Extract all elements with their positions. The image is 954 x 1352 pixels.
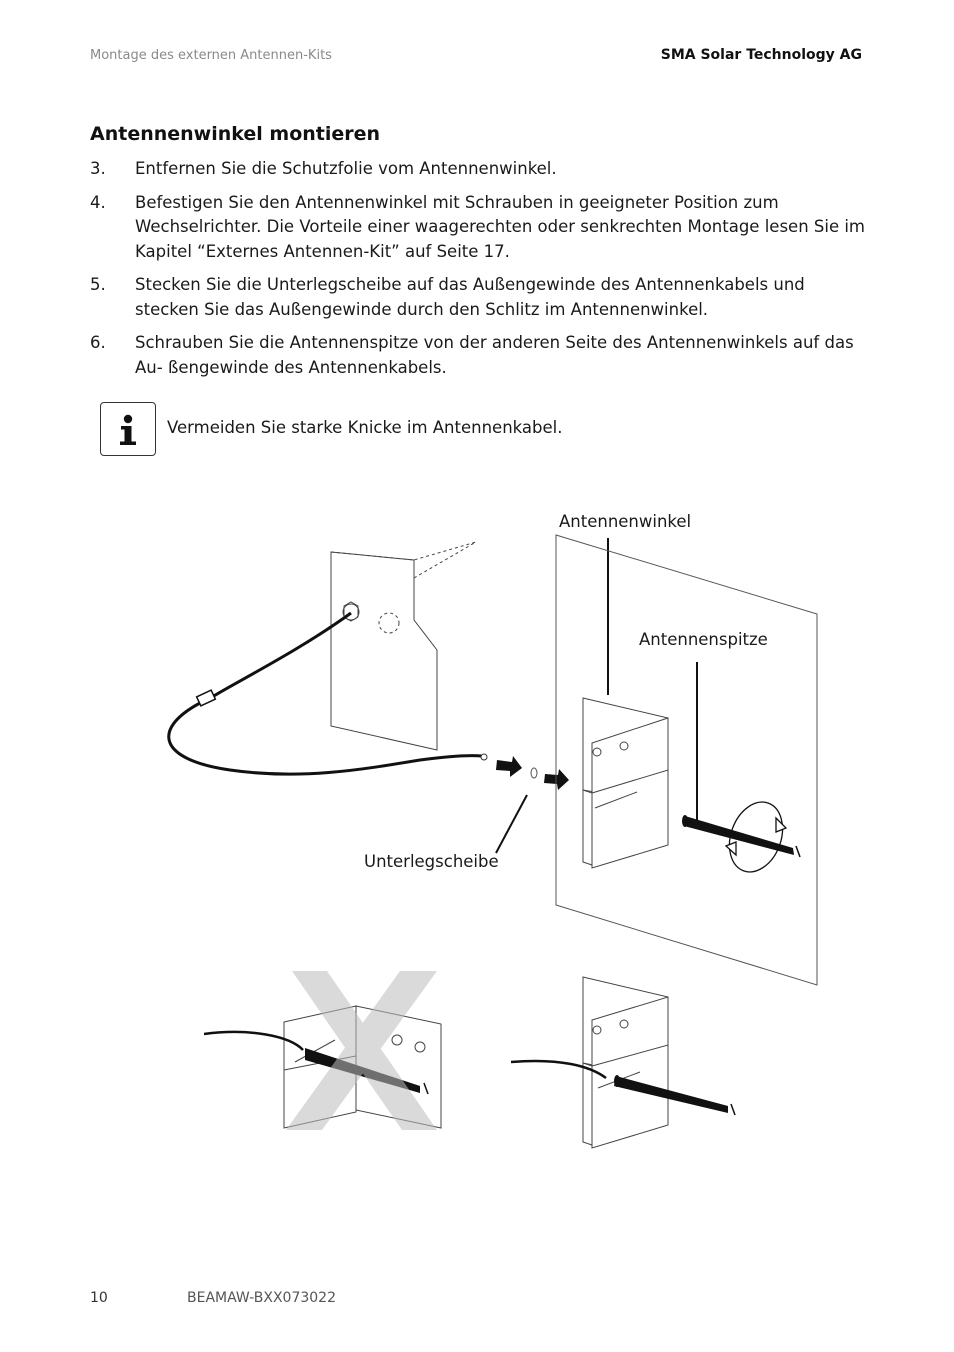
step-number: 6. — [90, 333, 106, 352]
arrow-right-icon — [496, 756, 522, 777]
label-antenna-tip: Antennenspitze — [639, 630, 768, 649]
antenna-bracket — [583, 698, 668, 868]
step-text: Stecken Sie die Unterlegscheibe auf das Außengewinde des Antennenkabels und stecken Sie das Außengewinde durch den Schlitz im Antennenwinkel. — [135, 275, 805, 319]
inverter-housing — [331, 542, 476, 750]
step-number: 3. — [90, 159, 106, 178]
label-antenna-angle: Antennenwinkel — [559, 512, 692, 531]
step-text: Schrauben Sie die Antennenspitze von der anderen Seite des Antennenwinkels auf das Au- ßengewinde des Antennenkabels. — [135, 333, 854, 377]
section-title: Antennenwinkel montieren — [90, 123, 381, 145]
running-header-chapter: Montage des externen Antennen-Kits — [90, 48, 332, 63]
note-text: Vermeiden Sie starke Knicke im Antennenkabel. — [167, 418, 563, 437]
cable-connector — [197, 690, 216, 706]
document-code: BEAMAW-BXX073022 — [187, 1290, 336, 1306]
step-number: 4. — [90, 192, 106, 212]
page-number: 10 — [90, 1290, 108, 1306]
running-header-company: SMA Solar Technology AG — [660, 47, 862, 63]
label-washer: Unterlegscheibe — [364, 852, 499, 871]
correct-example — [511, 977, 735, 1148]
step-number: 5. — [90, 275, 106, 294]
step-text: Befestigen Sie den Antennenwinkel mit Schrauben in geeigneter Position zum Wechselrichter. Die Vorteile einer waagerechten oder senkrechten Montage lesen Sie im Kapitel “Externes Antennen-Kit” auf Seite 17. — [135, 192, 866, 261]
step-text: Entfernen Sie die Schutzfolie vom Antennenwinkel. — [135, 159, 557, 178]
